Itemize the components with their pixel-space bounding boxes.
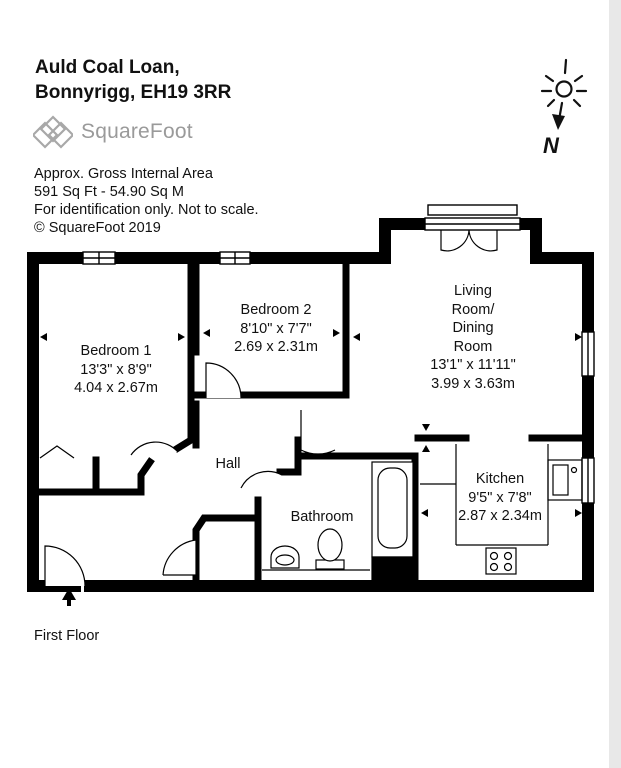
area-info-disclaimer: For identification only. Not to scale. [34, 202, 259, 218]
living-room-name-line-4: Room [453, 338, 493, 355]
address-line-1: Auld Coal Loan, [35, 57, 180, 78]
kitchen-metric: 2.87 x 2.34m [458, 508, 542, 524]
outer-walls [33, 224, 588, 586]
bedroom-1-metric: 4.04 x 2.67m [74, 380, 158, 396]
living-room-name-line-2: Room/ [451, 301, 495, 318]
address-line-2: Bonnyrigg, EH19 3RR [35, 82, 232, 103]
living-room-metric: 3.99 x 3.63m [431, 375, 515, 392]
bedroom-2-name: Bedroom 2 [240, 302, 312, 318]
living-room-name-line-3: Dining [452, 320, 494, 336]
bathroom-label [272, 508, 372, 527]
bedroom-2-metric: 2.69 x 2.31m [234, 339, 318, 355]
bathroom-name: Bathroom [290, 509, 354, 525]
area-info-title: Approx. Gross Internal Area [34, 166, 213, 182]
area-info-size: 591 Sq Ft - 54.90 Sq M [34, 184, 184, 200]
bedroom-2-label [216, 301, 336, 357]
kitchen-name: Kitchen [475, 471, 525, 487]
bedroom-1-label [56, 342, 176, 398]
floor-label: First Floor [34, 628, 100, 644]
brand-name: SquareFoot [81, 120, 193, 143]
bedroom-2-imperial: 8'10" x 7'7" [240, 320, 312, 337]
bedroom-1-imperial: 13'3" x 8'9" [80, 361, 152, 378]
living-room-label [413, 282, 533, 393]
living-room-name-line-1: Living [454, 283, 492, 299]
wardrobe [40, 446, 96, 488]
french-door [441, 230, 497, 251]
kitchen-label [440, 470, 560, 526]
bedroom-1-name: Bedroom 1 [80, 343, 152, 359]
hall-name: Hall [215, 456, 241, 472]
area-info-copyright: © SquareFoot 2019 [34, 220, 161, 236]
living-room-imperial: 13'1" x 11'11" [430, 357, 516, 373]
hall-label [198, 455, 258, 474]
kitchen-imperial: 9'5" x 7'8" [468, 489, 532, 506]
compass-north-letter: N [543, 133, 559, 158]
